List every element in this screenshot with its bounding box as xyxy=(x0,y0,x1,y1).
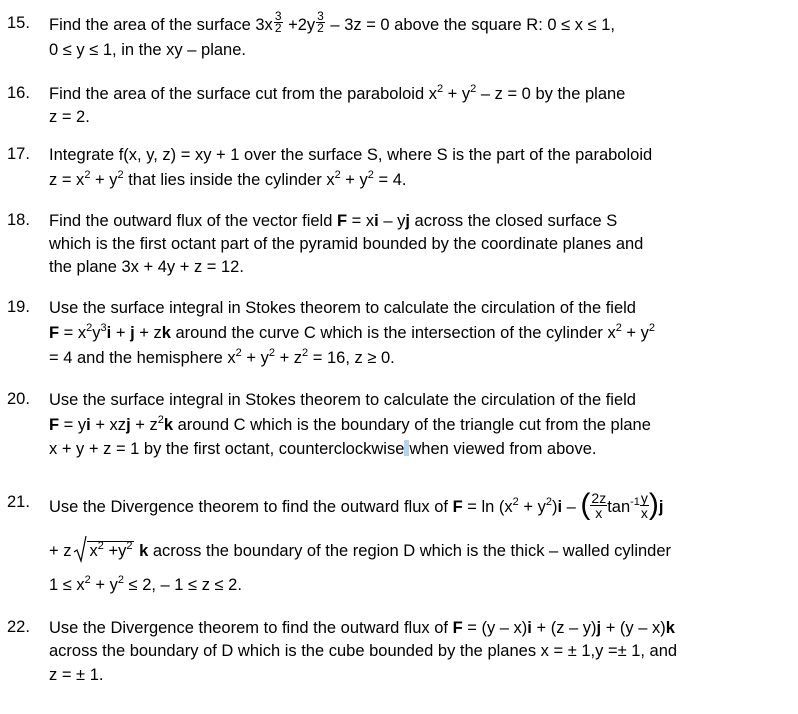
text: +y xyxy=(103,542,127,560)
problem-text-line: the plane 3x + 4y + z = 12. xyxy=(49,258,244,276)
vector-F: F xyxy=(452,619,463,637)
problem-text-line xyxy=(49,541,671,563)
unit-vector-k: k xyxy=(161,324,171,342)
text: + xyxy=(111,324,131,342)
superscript: 2 xyxy=(117,169,124,181)
unit-vector-k: k xyxy=(163,416,174,434)
problem-number: 19. xyxy=(7,298,30,316)
fraction-y-over-x xyxy=(640,491,649,520)
problem-number: 16. xyxy=(7,84,30,102)
text: Find the area of the surface 3x xyxy=(49,15,273,34)
text: – xyxy=(562,497,581,516)
unit-vector-k: k xyxy=(139,542,149,560)
text: ≤ 2, – 1 ≤ z ≤ 2. xyxy=(123,576,242,594)
radicand xyxy=(87,541,134,560)
exponent-fraction xyxy=(274,11,283,34)
problem-text-line: z = 2. xyxy=(49,108,90,126)
text: around the curve C which is the intersection of the cylinder x xyxy=(170,324,616,342)
text: + y xyxy=(90,171,118,189)
tan-function: tan xyxy=(607,497,631,516)
left-paren: ( xyxy=(580,487,591,521)
text: + (z – y) xyxy=(531,619,597,637)
problem-text-line: z = ± 1. xyxy=(49,666,104,684)
problem-number: 18. xyxy=(7,211,30,229)
square-root xyxy=(73,541,134,563)
unit-vector-j: j xyxy=(658,497,664,516)
unit-vector-i: i xyxy=(374,212,379,230)
superscript: 2 xyxy=(126,540,133,552)
problem-number: 22. xyxy=(7,618,30,636)
problem-text-line xyxy=(49,439,596,459)
numerator: y xyxy=(640,490,648,506)
superscript: 2 xyxy=(235,347,242,359)
superscript: -1 xyxy=(630,495,640,508)
unit-vector-i: i xyxy=(106,324,112,342)
problem-text-line xyxy=(49,211,617,231)
text: + z xyxy=(274,349,303,367)
problem-text-line: 0 ≤ y ≤ 1, in the xy – plane. xyxy=(49,41,246,59)
numerator: 3 xyxy=(274,9,282,23)
problem-text-line xyxy=(49,348,395,370)
superscript: 2 xyxy=(86,322,93,334)
problem-text-line xyxy=(49,415,651,437)
problem-text-line: across the boundary of D which is the cube bounded by the planes x = ± 1,y =± 1, and xyxy=(49,642,678,660)
text: y xyxy=(92,324,101,342)
problem-text-line xyxy=(49,487,664,522)
numerator: 2z xyxy=(591,490,607,506)
superscript: 2 xyxy=(268,347,275,359)
problem-text-line xyxy=(49,323,655,345)
unit-vector-i: i xyxy=(86,416,91,434)
unit-vector-j: j xyxy=(596,619,602,637)
problem-number: 20. xyxy=(7,390,30,408)
text: + y xyxy=(241,349,269,367)
text: + z xyxy=(49,542,72,560)
text: that lies inside the cylinder x xyxy=(123,171,335,189)
text: + y xyxy=(90,576,118,594)
superscript: 3 xyxy=(100,322,107,334)
superscript: 2 xyxy=(334,169,341,181)
denominator: 2 xyxy=(317,21,324,35)
unit-vector-j: j xyxy=(405,212,410,230)
text: = (y – x) xyxy=(462,619,528,637)
text: +2y xyxy=(283,15,316,34)
fraction-2z-over-x xyxy=(590,491,607,520)
text: – y xyxy=(378,212,406,230)
text: 1 ≤ x xyxy=(49,576,85,594)
superscript: 2 xyxy=(367,169,374,181)
unit-vector-j: j xyxy=(130,324,135,342)
unit-vector-i: i xyxy=(527,619,532,637)
text: x xyxy=(89,542,98,560)
text: – z = 0 by the plane xyxy=(476,85,626,103)
superscript: 2 xyxy=(648,322,656,334)
vector-F: F xyxy=(452,497,463,516)
text: around C which is the boundary of the triangle cut from the plane xyxy=(173,416,651,434)
text: + y xyxy=(518,497,546,516)
text: when viewed from above. xyxy=(409,440,597,458)
denominator: x xyxy=(595,505,603,521)
unit-vector-k: k xyxy=(665,619,675,637)
text: = 16, z ≥ 0. xyxy=(308,349,395,367)
problem-text-line xyxy=(49,170,406,192)
superscript: 2 xyxy=(302,347,309,359)
text: + z xyxy=(130,416,158,434)
superscript: 2 xyxy=(117,574,124,586)
vector-F: F xyxy=(49,324,60,342)
superscript: 2 xyxy=(84,169,91,181)
vector-F: F xyxy=(49,416,60,434)
text: across the boundary of the region D which is the thick – walled cylinder xyxy=(148,542,672,560)
text: across the closed surface S xyxy=(409,212,618,230)
problem-number: 21. xyxy=(7,493,30,511)
text: + y xyxy=(443,85,471,103)
problem-text-line xyxy=(49,575,242,597)
text: + y xyxy=(621,324,649,342)
problem-text-line xyxy=(49,618,675,638)
radical-sign-icon xyxy=(73,535,87,563)
text: = y xyxy=(59,416,87,434)
problem-text-line: which is the first octant part of the pyramid bounded by the coordinate planes and xyxy=(49,235,644,253)
text: = x xyxy=(59,324,87,342)
problem-text-line xyxy=(49,9,615,37)
text: = ln (x xyxy=(462,497,513,516)
text: – 3z = 0 above the square R: 0 ≤ x ≤ 1, xyxy=(325,15,615,34)
text: + (y – x) xyxy=(601,619,666,637)
text: + xz xyxy=(90,416,127,434)
denominator: 2 xyxy=(274,21,282,35)
text: Find the area of the surface cut from the paraboloid x xyxy=(49,85,437,103)
problem-number: 17. xyxy=(7,145,30,163)
unit-vector-j: j xyxy=(126,416,131,434)
superscript: 2 xyxy=(545,495,552,508)
vector-F: F xyxy=(337,212,348,230)
problem-number: 15. xyxy=(7,14,30,32)
text: + y xyxy=(340,171,368,189)
problem-text-line: Use the surface integral in Stokes theorem to calculate the circulation of the field xyxy=(49,391,636,409)
superscript: 2 xyxy=(157,414,164,426)
text: x + y + z = 1 by the first octant, counterclockwise xyxy=(49,440,405,458)
text: ) xyxy=(551,497,558,516)
text: Use the Divergence theorem to find the outward flux of xyxy=(49,497,453,516)
superscript: 2 xyxy=(84,574,91,586)
problem-text-line: Use the surface integral in Stokes theorem to calculate the circulation of the field xyxy=(49,299,636,317)
superscript: 2 xyxy=(512,495,519,508)
text: Use the Divergence theorem to find the outward flux of xyxy=(49,619,453,637)
text: z = x xyxy=(49,171,85,189)
superscript: 2 xyxy=(97,540,104,552)
right-paren: ) xyxy=(648,487,659,521)
superscript: 2 xyxy=(615,322,622,334)
exponent-fraction xyxy=(316,11,325,34)
superscript: 2 xyxy=(436,83,444,95)
text: = x xyxy=(347,212,375,230)
problem-text-line: Integrate f(x, y, z) = xy + 1 over the surface S, where S is the part of the paraboloid xyxy=(49,146,653,164)
text: = 4. xyxy=(373,171,407,189)
text: + z xyxy=(134,324,162,342)
problem-text-line xyxy=(49,84,625,106)
text: Find the outward flux of the vector field xyxy=(49,212,337,230)
numerator: 3 xyxy=(317,9,324,23)
text: = 4 and the hemisphere x xyxy=(49,349,236,367)
unit-vector-i: i xyxy=(557,497,563,516)
superscript: 2 xyxy=(470,83,477,95)
denominator: x xyxy=(640,505,648,521)
